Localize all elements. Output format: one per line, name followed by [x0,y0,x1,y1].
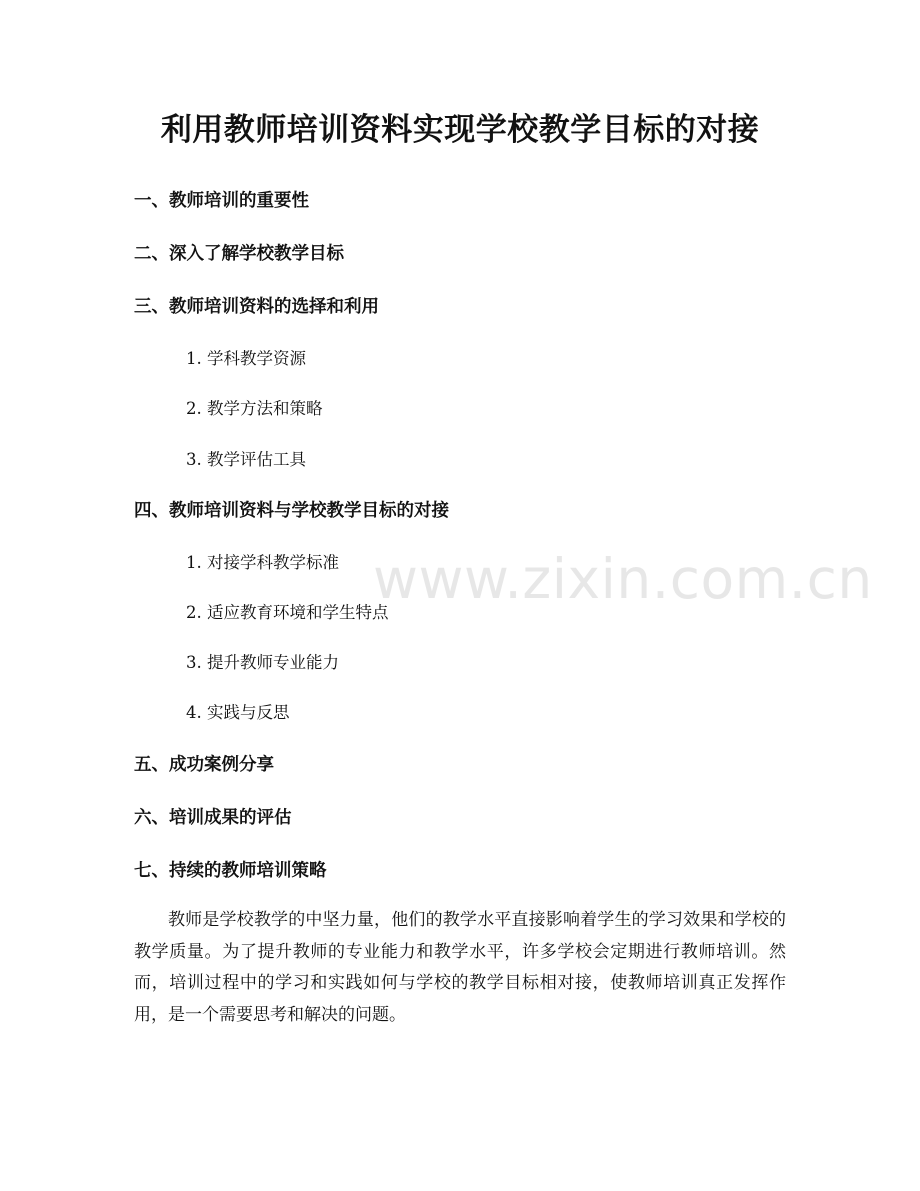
section-heading-6: 六、培训成果的评估 [134,808,292,828]
section-heading-4: 四、教师培训资料与学校教学目标的对接 [134,501,449,521]
subsection-item: 3. 提升教师专业能力 [186,653,339,672]
subsection-item: 2. 适应教育环境和学生特点 [186,603,389,622]
subsection-item: 2. 教学方法和策略 [186,399,323,418]
body-paragraph: 教师是学校教学的中坚力量，他们的教学水平直接影响着学生的学习效果和学校的教学质量。为了提升教师的专业能力和教学水平，许多学校会定期进行教师培训。然而，培训过程中的学习和实践如何与学校的教学目标相对接，使教师培训真正发挥作用，是一个需要思考和解决的问题。 [134,910,786,1025]
subsection-item: 1. 学科教学资源 [186,349,306,368]
watermark: www.zixin.com.cn [373,547,873,611]
subsection-item: 1. 对接学科教学标准 [186,553,339,572]
subsection-item: 3. 教学评估工具 [186,450,306,469]
document-title: 利用教师培训资料实现学校教学目标的对接 [160,112,760,148]
section-heading-5: 五、成功案例分享 [134,755,274,775]
subsection-item: 4. 实践与反思 [186,703,290,722]
section-heading-3: 三、教师培训资料的选择和利用 [134,297,379,317]
section-heading-1: 一、教师培训的重要性 [134,191,309,211]
section-heading-2: 二、深入了解学校教学目标 [134,244,344,264]
section-heading-7: 七、持续的教师培训策略 [134,861,327,881]
